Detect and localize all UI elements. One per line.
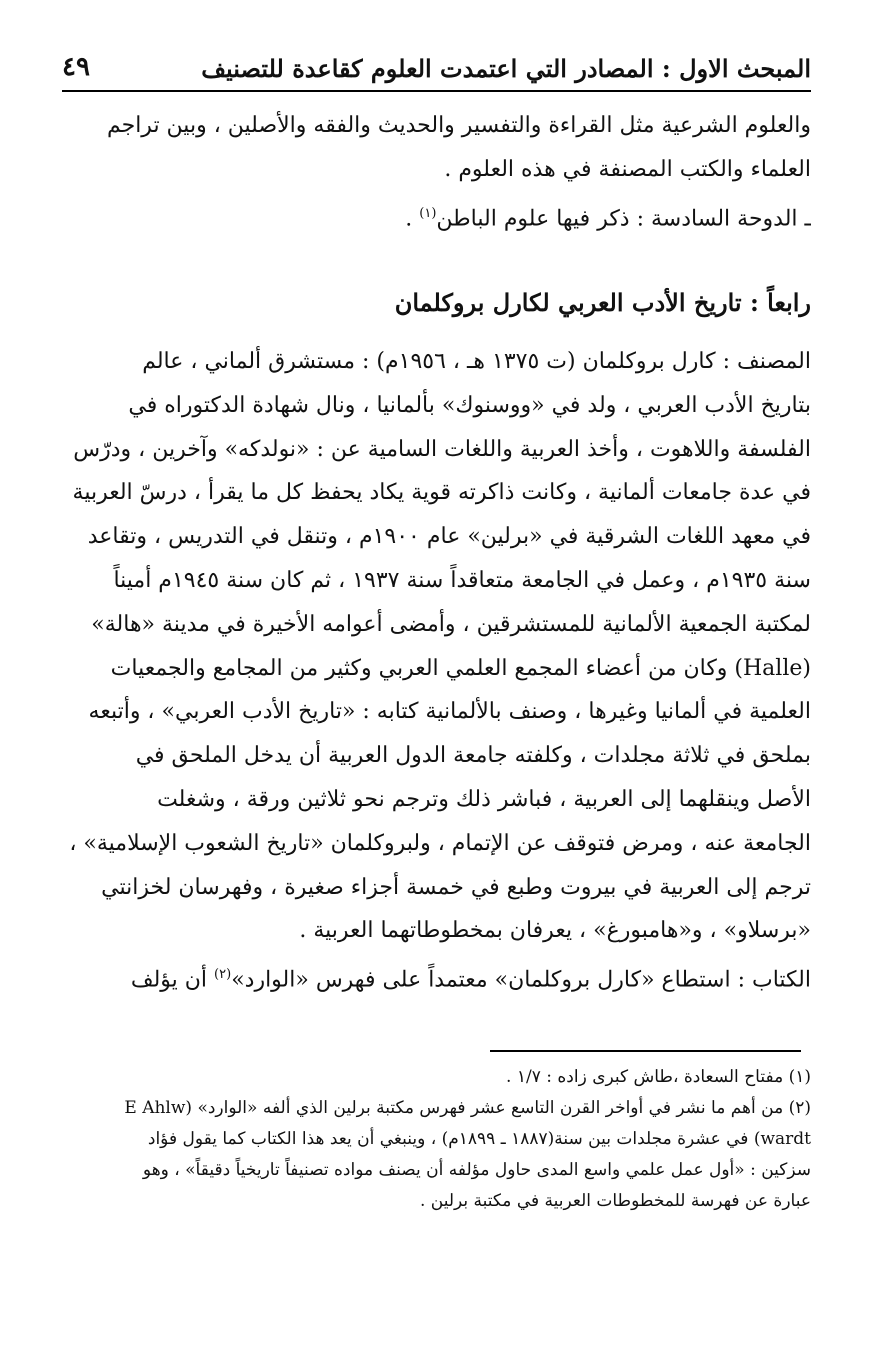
footnote-2-line: سزكين : «أول عمل علمي واسع المدى حاول مؤلفه أن يصنف مواده تصنيفاً تاريخياً دقيقاً» ، وهو [142, 1160, 811, 1180]
text-line: لمكتبة الجمعية الألمانية للمستشرقين ، وأمضى أعوامه الأخيرة في مدينة «هالة» [91, 611, 811, 637]
text-line: «برسلاو» ، و«هامبورغ» ، يعرفان بمخطوطاتهما العربية . [299, 918, 811, 944]
page-number: ٤٩ [62, 52, 90, 82]
sixth-item-line [62, 192, 811, 241]
text-line: في عدة جامعات ألمانية ، وكانت ذاكرته قوية يكاد يحفظ كل ما يقرأ ، درسّ العربية [72, 480, 811, 506]
text-line: العلمية في ألمانيا وغيرها ، وصنف بالألمانية كتابه : «تاريخ الأدب العربي» ، وأتبعه [88, 699, 811, 725]
text-line: والعلوم الشرعية مثل القراءة والتفسير والحديث والفقه والأصلين ، وبين تراجم [106, 113, 811, 138]
footnote-2-line: wardt) في عشرة مجلدات بين سنة(١٨٨٧ ـ ١٨٩٩م) ، وينبغي أن يعد هذا الكتاب كما يقول فؤاد [147, 1129, 811, 1149]
text-line: العلماء والكتب المصنفة في هذه العلوم . [444, 156, 811, 182]
book-line-text: الكتاب : استطاع «كارل بروكلمان» معتمداً على فهرس «الوارد» [231, 967, 811, 993]
footnote-divider [490, 1050, 801, 1052]
sixth-item-end: . [405, 205, 420, 231]
running-header [62, 50, 811, 92]
book-line [62, 953, 811, 1002]
text-line: الجامعة عنه ، ومرض فتوقف عن الإتمام ، ولبروكلمان «تاريخ الشعوب الإسلامية» ، [69, 830, 811, 856]
text-line: ترجم إلى العربية في بيروت وطبع في خمسة أجزاء صغيرة ، وفهرسان لخزانتي [101, 874, 811, 900]
text-line: الفلسفة واللاهوت ، وأخذ العربية واللغات السامية عن : «نولدكه» وآخرين ، ودرّس [73, 436, 811, 462]
footnote-ref-2[interactable]: (٢) [214, 967, 232, 983]
text-line: بملحق في ثلاثة مجلدات ، وكلفته جامعة الدول العربية أن يدخل الملحق في [135, 743, 811, 769]
section-heading: رابعاً : تاريخ الأدب العربي لكارل بروكلمان [394, 288, 811, 317]
sixth-item-text: ـ الدوحة السادسة : ذكر فيها علوم الباطن [436, 205, 811, 231]
text-line: الأصل وينقلهما إلى العربية ، فباشر ذلك وترجم نحو ثلاثين ورقة ، وشغلت [157, 786, 811, 812]
footnote-2-line: عبارة عن فهرسة للمخطوطات العربية في مكتبة برلين . [419, 1191, 811, 1211]
text-line: (Halle) وكان من أعضاء المجمع العلمي العربي وكثير من المجامع والجمعيات [110, 655, 811, 681]
footnotes [62, 1062, 811, 1217]
footnote-1: (١) مفتاح السعادة ،طاش كبرى زاده : ١/٧ . [506, 1067, 811, 1087]
footnote-ref-1[interactable]: (١) [419, 205, 437, 221]
text-line: سنة ١٩٣٥م ، وعمل في الجامعة متعاقداً سنة ١٩٣٧ ، ثم كان سنة ١٩٤٥م أميناً [113, 567, 811, 593]
text-line: بتاريخ الأدب العربي ، ولد في «ووسنوك» بألمانيا ، ونال شهادة الدكتوراه في [128, 392, 811, 418]
author-paragraph [62, 340, 811, 1002]
footnote-2-line: (٢) من أهم ما نشر في أواخر القرن التاسع عشر فهرس مكتبة برلين الذي ألفه «الوارد» (E Ahlw [124, 1098, 811, 1118]
text-line: في معهد اللغات الشرقية في «برلين» عام ١٩٠٠م ، وتنقل في التدريس ، وتقاعد [87, 524, 811, 550]
header-title: المبحث الاول : المصادر التي اعتمدت العلوم كقاعدة للتصنيف [201, 54, 811, 83]
intro-paragraph [62, 104, 811, 241]
text-line: المصنف : كارل بروكلمان (ت ١٣٧٥ هـ ، ١٩٥٦م) : مستشرق ألماني ، عالم [142, 349, 811, 374]
book-line-end: أن يؤلف [130, 967, 215, 993]
